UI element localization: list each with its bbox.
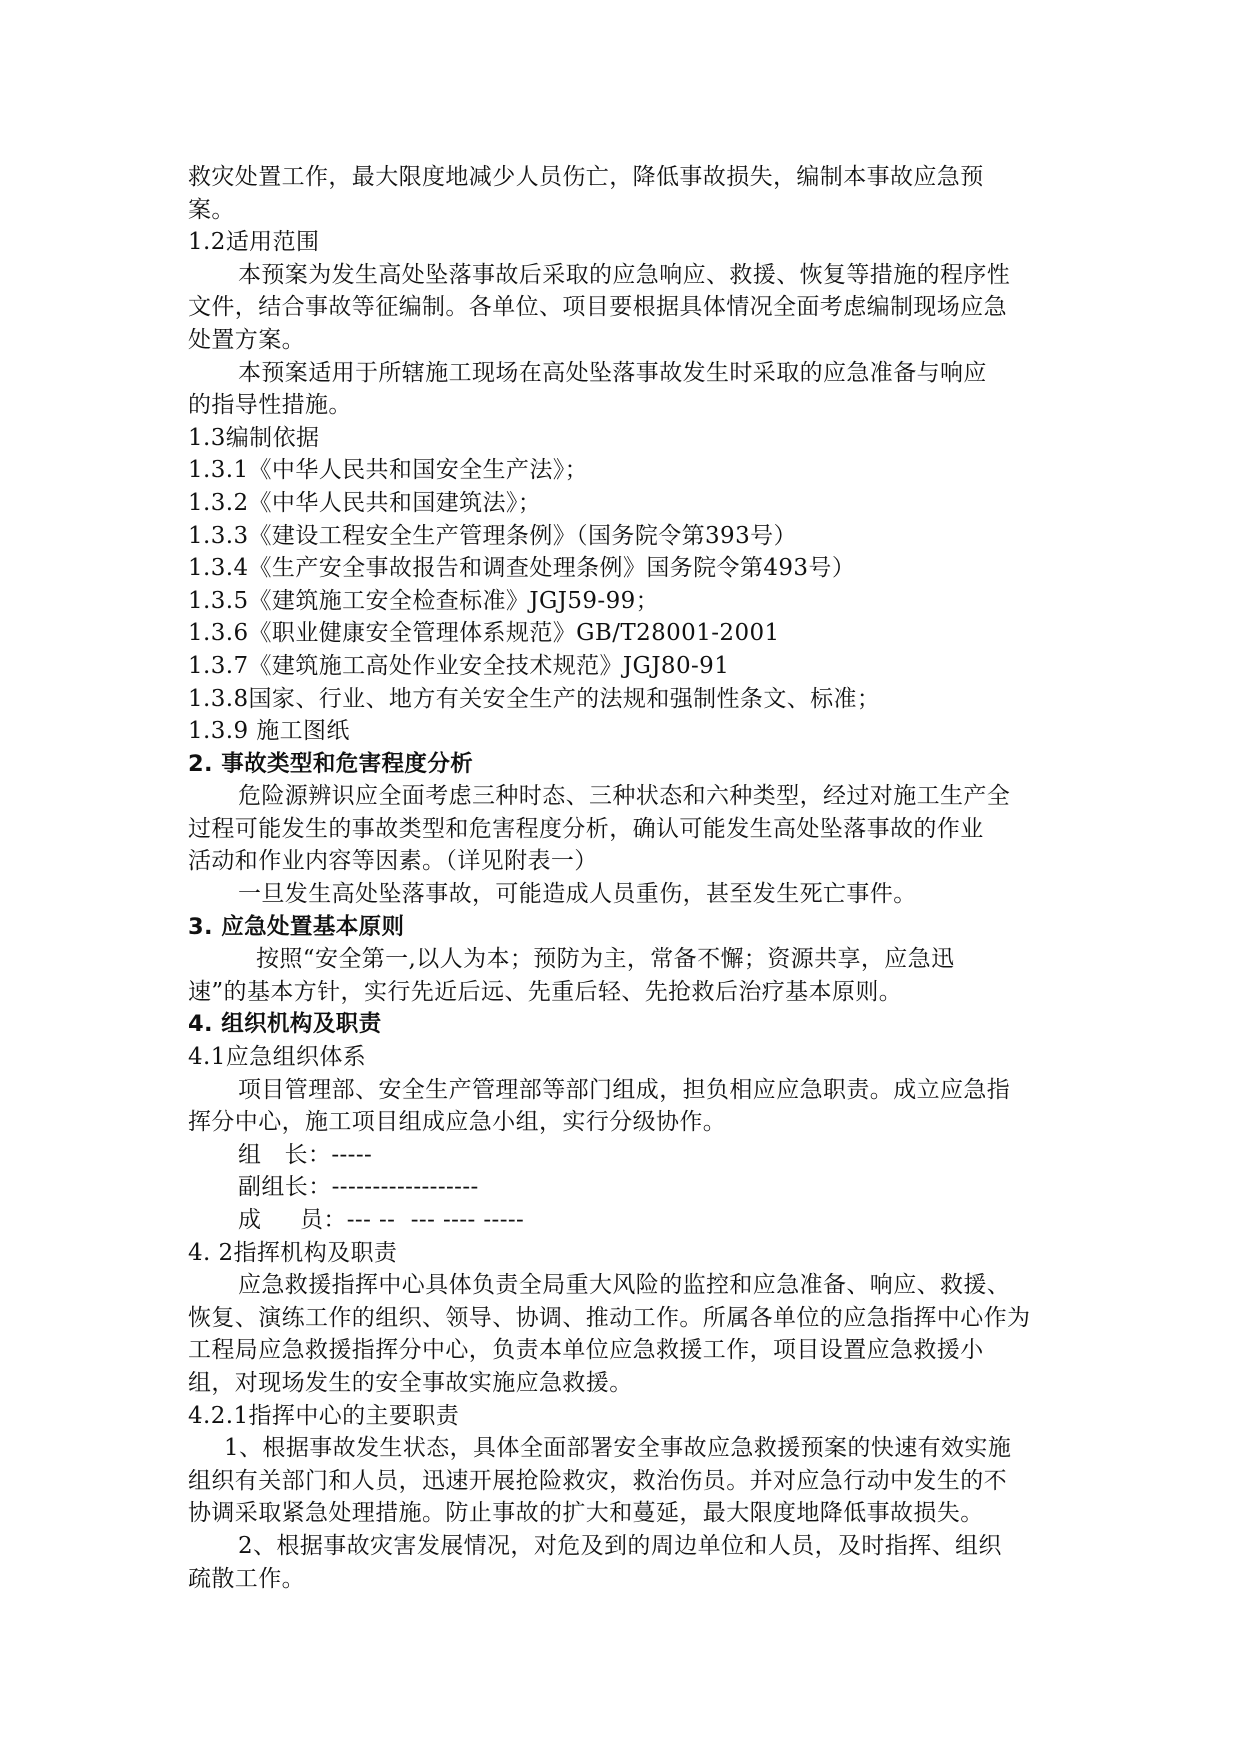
text-line: 处置方案。 <box>188 326 305 353</box>
text-line: 1.3.8国家、行业、地方有关安全生产的法规和强制性条文、标准； <box>188 685 881 712</box>
text-line: 1.3.1《中华人民共和国安全生产法》； <box>188 457 589 484</box>
text-line: 的指导性措施。 <box>188 392 352 419</box>
text-line: 组，对现场发生的安全事故实施应急救援。 <box>188 1369 633 1396</box>
text-line: 1、根据事故发生状态，具体全面部署安全事故应急救援预案的快速有效实施 <box>224 1435 1012 1462</box>
text-line: 过程可能发生的事故类型和危害程度分析，确认可能发生高处坠落事故的作业 <box>188 815 984 842</box>
text-line: 1.3.9 施工图纸 <box>188 718 350 745</box>
text-line: 救灾处置工作，最大限度地减少人员伤亡，降低事故损失，编制本事故应急预 <box>188 164 984 190</box>
text-line: 案。 <box>188 196 235 223</box>
text-line: 副组长：------------------ <box>238 1174 479 1201</box>
text-line: 疏散工作。 <box>188 1565 305 1592</box>
text-line: 1.3.7《建筑施工高处作业安全技术规范》JGJ80-91 <box>188 652 730 679</box>
text-line: 2、根据事故灾害发展情况，对危及到的周边单位和人员，及时指挥、组织 <box>238 1532 1002 1559</box>
text-line: 1.3编制依据 <box>188 424 320 451</box>
section-heading: 3. 应急处置基本原则 <box>188 913 405 940</box>
text-line: 1.3.2《中华人民共和国建筑法》； <box>188 489 542 516</box>
text-line: 4. 2指挥机构及职责 <box>188 1239 398 1266</box>
text-line: 工程局应急救援指挥分中心，负责本单位应急救援工作，项目设置应急救援小 <box>188 1337 984 1364</box>
text-line: 项目管理部、安全生产管理部等部门组成，担负相应应急职责。成立应急指 <box>238 1076 1011 1103</box>
text-line: 4.2.1指挥中心的主要职责 <box>188 1402 460 1429</box>
text-line: 1.3.6《职业健康安全管理体系规范》GB/T28001-2001 <box>188 620 780 647</box>
text-line: 应急救援指挥中心具体负责全局重大风险的监控和应急准备、响应、救援、 <box>238 1272 1011 1299</box>
text-line: 协调采取紧急处理措施。防止事故的扩大和蔓延，最大限度地降低事故损失。 <box>188 1500 984 1527</box>
section-heading: 2. 事故类型和危害程度分析 <box>188 750 474 777</box>
section-heading: 4. 组织机构及职责 <box>188 1011 382 1038</box>
text-line: 活动和作业内容等因素。（详见附表一） <box>188 848 598 875</box>
text-line: 成 员：--- -- --- ---- ----- <box>238 1207 525 1233</box>
text-line: 组织有关部门和人员，迅速开展抢险救灾，救治伤员。并对应急行动中发生的不 <box>188 1467 1007 1494</box>
text-line: 组 长：----- <box>238 1141 373 1168</box>
text-line: 1.3.4《生产安全事故报告和调查处理条例》国务院令第493号） <box>188 555 856 582</box>
text-line: 按照“安全第一,以人为本；预防为主，常备不懈；资源共享，应急迅 <box>256 946 955 973</box>
text-line: 4.1应急组织体系 <box>188 1044 367 1071</box>
text-line: 一旦发生高处坠落事故，可能造成人员重伤，甚至发生死亡事件。 <box>238 881 917 908</box>
document-body <box>188 161 1058 1595</box>
text-line: 1.3.5《建筑施工安全检查标准》JGJ59-99； <box>188 587 660 614</box>
text-line: 1.2适用范围 <box>188 229 320 256</box>
text-line: 本预案适用于所辖施工现场在高处坠落事故发生时采取的应急准备与响应 <box>238 359 987 386</box>
text-line: 1.3.3《建设工程安全生产管理条例》（国务院令第393号） <box>188 522 797 549</box>
text-line: 危险源辨识应全面考虑三种时态、三种状态和六种类型，经过对施工生产全 <box>238 783 1011 810</box>
text-line: 恢复、演练工作的组织、领导、协调、推动工作。所属各单位的应急指挥中心作为 <box>188 1304 1031 1331</box>
text-line: 本预案为发生高处坠落事故后采取的应急响应、救援、恢复等措施的程序性 <box>238 261 1011 288</box>
text-line: 文件，结合事故等征编制。各单位、项目要根据具体情况全面考虑编制现场应急 <box>188 294 1007 321</box>
text-line: 挥分中心，施工项目组成应急小组，实行分级协作。 <box>188 1109 727 1136</box>
text-line: 速”的基本方针，实行先近后远、先重后轻、先抢救后治疗基本原则。 <box>188 978 903 1005</box>
